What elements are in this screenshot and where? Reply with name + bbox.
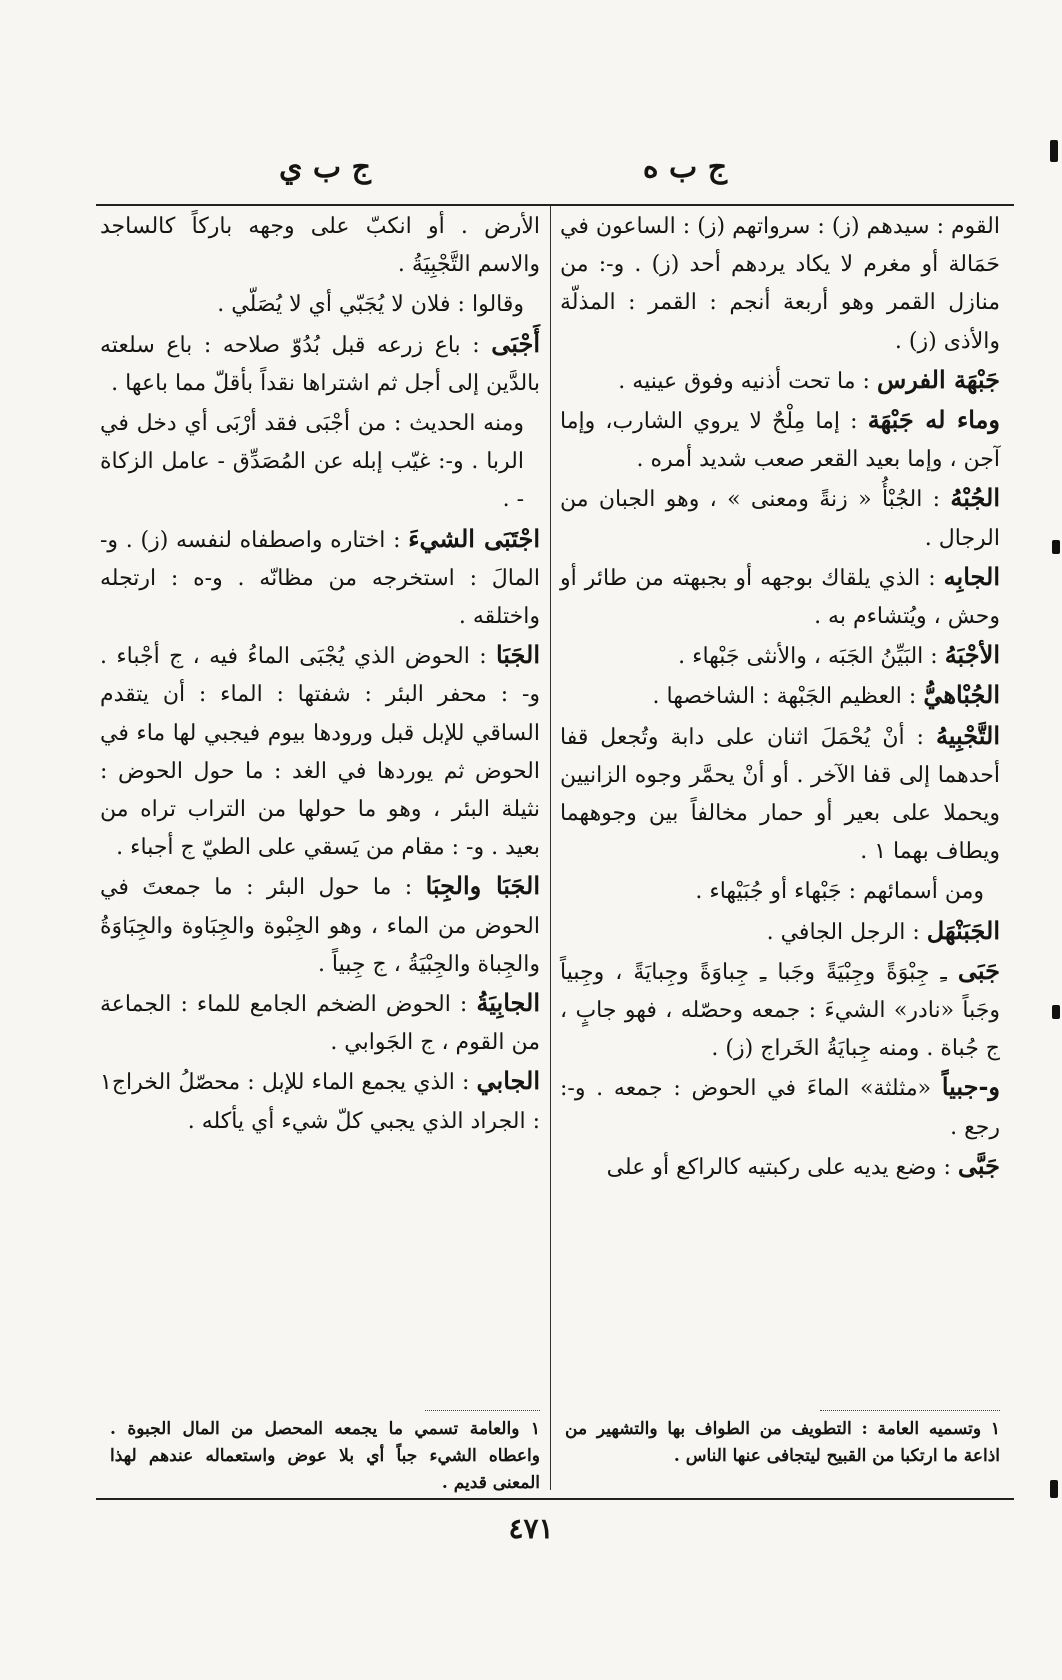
headword: أَجْبَى — [491, 328, 540, 358]
headword: جَبَّى — [957, 1150, 1000, 1180]
definition: الأرض . أو انكبّ على وجهه باركاً كالساجد والاسم التَّجْبِيَةُ . — [100, 214, 540, 278]
definition: : أنْ يُحْمَلَ اثنان على دابة وتُجعل قفا أحدهما إلى قفا الآخر . أو أنْ يحمَّر وجوه الزانيين ويحملا على بعير أو حمار مخالفاً بين وجوههما ويطاف بهما ١ . — [560, 724, 1000, 865]
footnote-right: ١ وتسميه العامة : التطويف من الطواف بها والتشهير من اذاعة ما ارتكبا من القبيح ليتجافى عنها الناس . — [565, 1419, 1000, 1466]
entry — [560, 1068, 1000, 1146]
entry — [560, 717, 1000, 872]
running-head-left: ج ب ي — [279, 150, 371, 185]
column-divider — [550, 206, 551, 1490]
headword: الجابِه — [943, 561, 1000, 591]
footnote-rule-left — [425, 1410, 540, 1411]
edge-mark — [1050, 1480, 1058, 1498]
entry — [100, 325, 540, 403]
definition: : باع زرعه قبل بُدُوّ صلاحه : باع سلعته بالدَّين إلى أجل ثم اشتراها نقداً بأقلّ مما باعها . — [100, 332, 540, 396]
definition: : ما حول البئر : ما جمعتَ في الحوض من الماء ، وهو الجِبْوة والجِبَاوة والجِبَاوَةُ والجِباة والجِبْيَةُ ، ج جِبياً . — [100, 875, 540, 977]
headword: جَبَى — [957, 955, 1000, 985]
right-column — [560, 206, 1000, 1187]
entry — [560, 952, 1000, 1069]
entry — [100, 867, 540, 984]
entry — [560, 558, 1000, 636]
headword: و-جبياً — [941, 1072, 1000, 1102]
definition: القوم : سيدهم (ز) : سرواتهم (ز) : الساعون في حَمَالة أو مغرم لا يكاد يردهم أحد (ز) . و-: من منازل القمر وهو أربعة أنجم : القمر : المذلّة والأذى (ز) . — [560, 214, 1000, 354]
headword: الأجْبَهُ — [944, 640, 1000, 670]
entry — [100, 520, 540, 637]
edge-mark — [1050, 140, 1058, 162]
entry — [560, 361, 1000, 401]
headword: الجابي — [476, 1066, 540, 1096]
definition: : ما تحت أذنيه وفوق عينيه . — [618, 368, 870, 394]
definition: : الحوض الضخم الجامع للماء : الجماعة من القوم ، ج الجَوابي . — [100, 992, 540, 1056]
entry — [100, 1062, 540, 1140]
definition: : الجُبْأُ « زنةً ومعنى » ، وهو الجبان من الرجال . — [560, 487, 1000, 551]
definition: «مثلثة» الماءَ في الحوض : جمعه . و-: رجع . — [560, 1076, 1000, 1140]
definition: : العظيم الجَبْهة : الشاخصها . — [652, 684, 917, 710]
definition: : الرجل الجافي . — [766, 919, 920, 945]
page-number: ٤٧١ — [508, 1512, 554, 1545]
definition: ومن أسمائهم : جَبْهاء أو جُبَيْهاء . — [695, 879, 984, 905]
edge-mark — [1052, 540, 1060, 554]
headword: التَّجْبِيهُ — [935, 720, 1001, 750]
entry — [560, 676, 1000, 716]
entry — [100, 403, 540, 520]
definition: : الحوض الذي يُجْبَى الماءُ فيه ، ج أجْباء . و- : محفر البئر : شفتها : الماء : أن يتقدم الساقي للإبل قبل ورودها بيوم فيجبي لها ماء في الحوض ثم يوردها في الغد : ما حول الحوض : نثيلة البئر ، وهو ما حولها من التراب تراه من بعيد . و- : مقام من يَسقي على الطيّ ج أجباء . — [100, 644, 540, 861]
entry — [100, 984, 540, 1062]
entry — [560, 912, 1000, 952]
footnote-left: ١ والعامة تسمي ما يجمعه المحصل من المال الجبوة . واعطاه الشيء جباً أي بلا عوض واستعماله عندهم لهذا المعنى قديم . — [110, 1419, 540, 1493]
headword: الجَبَا والجِبَا — [425, 871, 541, 901]
definition: : الذي يجمع الماء للإبل : محصّلُ الخراج١ : الجراد الذي يجبي كلّ شيء أي يأكله . — [100, 1070, 540, 1134]
definition: : الذي يلقاك بوجهه أو بجبهته من طائر أو وحش ، ويُتشاءم به . — [560, 565, 1000, 630]
headword: جَبْهَة الفرس — [876, 364, 1000, 394]
left-column — [100, 206, 540, 1141]
headword: الجُبْاهيُّ — [923, 680, 1000, 710]
definition: : إما مِلْحٌ لا يروي الشارب، وإما آجن ، وإما بعيد القعر صعب شديد أمره . — [560, 409, 1000, 473]
headword: اجْتَبَى الشيءَ — [408, 523, 541, 553]
footnote-rule-right — [820, 1410, 1000, 1411]
headword: الجَبَنْهَل — [926, 915, 1000, 945]
entry — [560, 1147, 1000, 1187]
entry — [560, 871, 1000, 911]
entry — [560, 479, 1000, 557]
definition: : اختاره واصطفاه لنفسه (ز) . و- المالَ : استخرجه من مظانّه . و-ه : ارتجله واختلقه . — [100, 527, 540, 630]
headword: وماء له جَبْهَة — [867, 405, 1000, 435]
definition: ومنه الحديث : من أجْبَى فقد أرْبَى أي دخل في الربا . و-: غيّب إبله عن المُصَدِّق - عامل الزكاة - . — [100, 411, 524, 513]
headword: الجَبَا — [495, 640, 540, 670]
footer-rule — [96, 1498, 1014, 1500]
entry — [560, 206, 1000, 361]
headword: الجابِيَةُ — [476, 988, 540, 1018]
running-head-right: ج ب ه — [642, 150, 728, 185]
entry — [100, 636, 540, 867]
edge-mark — [1052, 1005, 1060, 1019]
entry — [560, 636, 1000, 676]
definition: : وضع يديه على ركبتيه كالراكع أو على — [606, 1154, 951, 1180]
entry — [560, 401, 1000, 479]
entry — [100, 206, 540, 284]
definition: : البَيِّنُ الجَبَه ، والأنثى جَبْهاء . — [678, 644, 938, 670]
headword: الجُبْهُ — [950, 483, 1000, 513]
entry — [100, 284, 540, 324]
definition: وقالوا : فلان لا يُجَبّي أي لا يُصَلّي . — [217, 292, 524, 318]
definition: ـِ جِبْوَةً وجِبْيَةً وجَبا ـِ جِباوَةً وجِبايَةً ، وجِبياً وجَباً «نادر» الشيءَ : جمعه وحصّله ، فهو جابٍ ، ج جُباة . ومنه جِبايَةُ الخَراج (ز) . — [560, 959, 1000, 1062]
